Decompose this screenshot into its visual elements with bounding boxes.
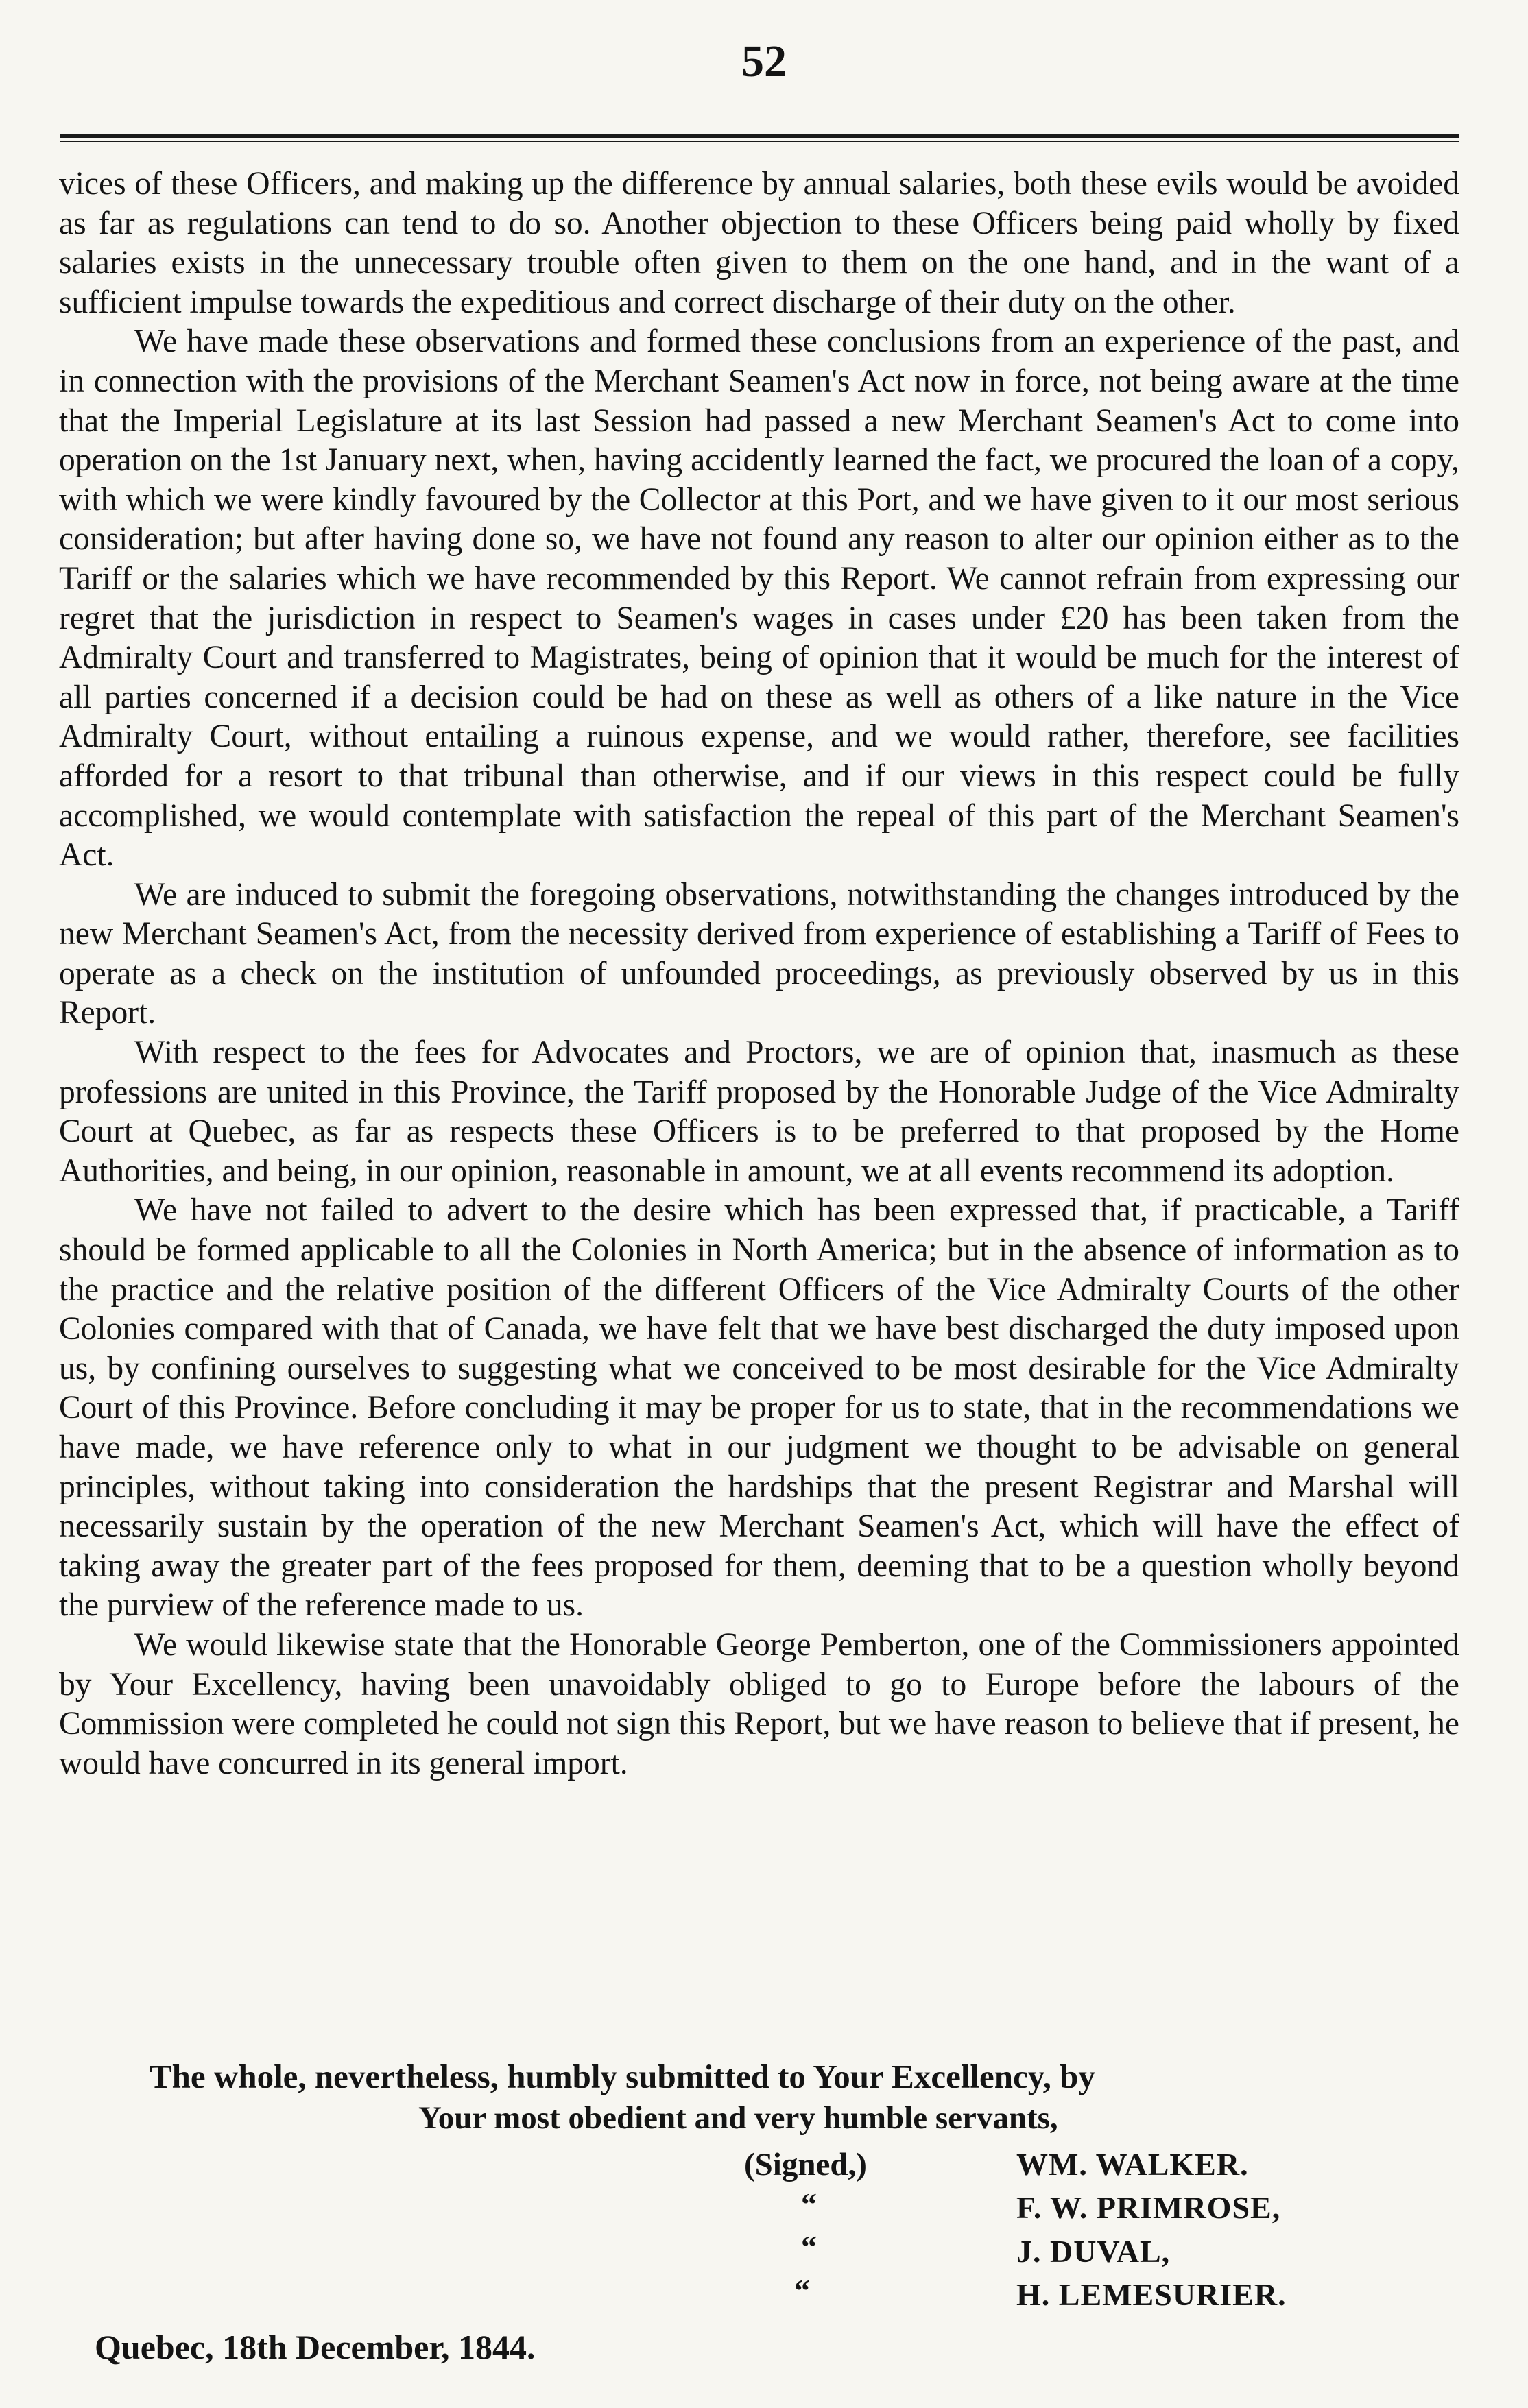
ditto-mark: “ xyxy=(794,2273,810,2308)
paragraph-induced: We are induced to submit the foregoing observations, notwithstanding the changes introduced by the new Merchant Seamen's Act, from the necessity derived from experience of establishing a Tariff of Fees to operate as a check on the institution of unfounded proceedings, as previously observed by us in this Report. xyxy=(59,876,1459,1031)
report-body xyxy=(59,165,1459,1783)
paragraph-pemberton: We would likewise state that the Honorable George Pemberton, one of the Commissioners appointed by Your Excellency, having been unavoidably obliged to go to Europe before the labours of the Commission were completed he could not sign this Report, but we have reason to believe that if present, he would have concurred in its general import. xyxy=(59,1626,1460,1781)
page-number: 52 xyxy=(741,36,787,86)
signatory-walker: WM. WALKER. xyxy=(1016,2147,1249,2182)
header-rule xyxy=(60,134,1459,138)
ditto-mark: “ xyxy=(801,2187,817,2222)
ditto-mark: “ xyxy=(801,2229,817,2264)
paragraph-advocates-fees: With respect to the fees for Advocates and Proctors, we are of opinion that, inasmuch as these professions are united in this Province, the Tariff proposed by the Honorable Judge of the Vice Admiralty Court at Quebec, as far as respects these Officers is to be preferred to that proposed by the Home Authorities, and being, in our opinion, reasonable in amount, we at all events recommend its adoption. xyxy=(59,1035,1459,1189)
closing-submission: The whole, nevertheless, humbly submitted to Your Excellency, by xyxy=(150,2058,1095,2095)
paragraph-continuation: vices of these Officers, and making up the difference by annual salaries, both these evils would be avoided as far as regulations can tend to do so. Another objection to these Officers being paid wholly by fixed salaries exists in the unnecessary trouble often given to them on the one hand, and in the want of a sufficient impulse towards the expeditious and correct discharge of their duty on the other. xyxy=(59,166,1459,320)
signatory-lemesurier: H. LEMESURIER. xyxy=(1016,2277,1287,2312)
paragraph-colonies-tariff: We have not failed to advert to the desire which has been expressed that, if practicable, a Tariff should be formed applicable to all the Colonies in North America; but in the absence of information as to the practice and the relative position of the different Officers of the Vice Admiralty Courts of the other Colonies compared with that of Canada, we have felt that we have best discharged the duty imposed upon us, by confining ourselves to suggesting what we conceived to be most desirable for the Vice Admiralty Court of this Province. Before concluding it may be proper for us to state, that in the recommendations we have made, we have reference only to what in our judgment we thought to be advisable on general principles, without taking into consideration the hardships that the present Registrar and Marshal will necessarily sustain by the operation of the new Merchant Seamen's Act, which will have the effect of taking away the greater part of the fees proposed for them, deeming that to be a question wholly beyond the purview of the reference made to us. xyxy=(59,1192,1459,1624)
paragraph-observations: We have made these observations and formed these conclusions from an experience of the past, and in connection with the provisions of the Merchant Seamen's Act now in force, not being aware at the time that the Imperial Legislature at its last Session had passed a new Merchant Seamen's Act to come into operation on the 1st January next, when, having accidently learned the fact, we procured the loan of a copy, with which we were kindly favoured by the Collector at this Port, and we have given to it our most serious consideration; but after having done so, we have not found any reason to alter our opinion either as to the Tariff or the salaries which we have recommended by this Report. We cannot refrain from expressing our regret that the jurisdiction in respect to Seamen's wages in cases under £20 has been taken from the Admiralty Court and transferred to Magistrates, being of opinion that it would be much for the interest of all parties concerned if a decision could be had on these as well as others of a like nature in the Vice Admiralty Court, without entailing a ruinous expense, and we would rather, therefore, see facilities afforded for a resort to that tribunal than otherwise, and if our views in this respect could be fully accomplished, we would contemplate with satisfaction the repeal of this part of the Merchant Seamen's Act. xyxy=(59,324,1459,874)
signatory-primrose: F. W. PRIMROSE, xyxy=(1016,2190,1281,2225)
place-and-date: Quebec, 18th December, 1844. xyxy=(95,2328,536,2366)
signed-label: (Signed,) xyxy=(744,2147,867,2182)
signatory-duval: J. DUVAL, xyxy=(1016,2234,1171,2269)
closing-servants: Your most obedient and very humble servants, xyxy=(418,2100,1058,2136)
